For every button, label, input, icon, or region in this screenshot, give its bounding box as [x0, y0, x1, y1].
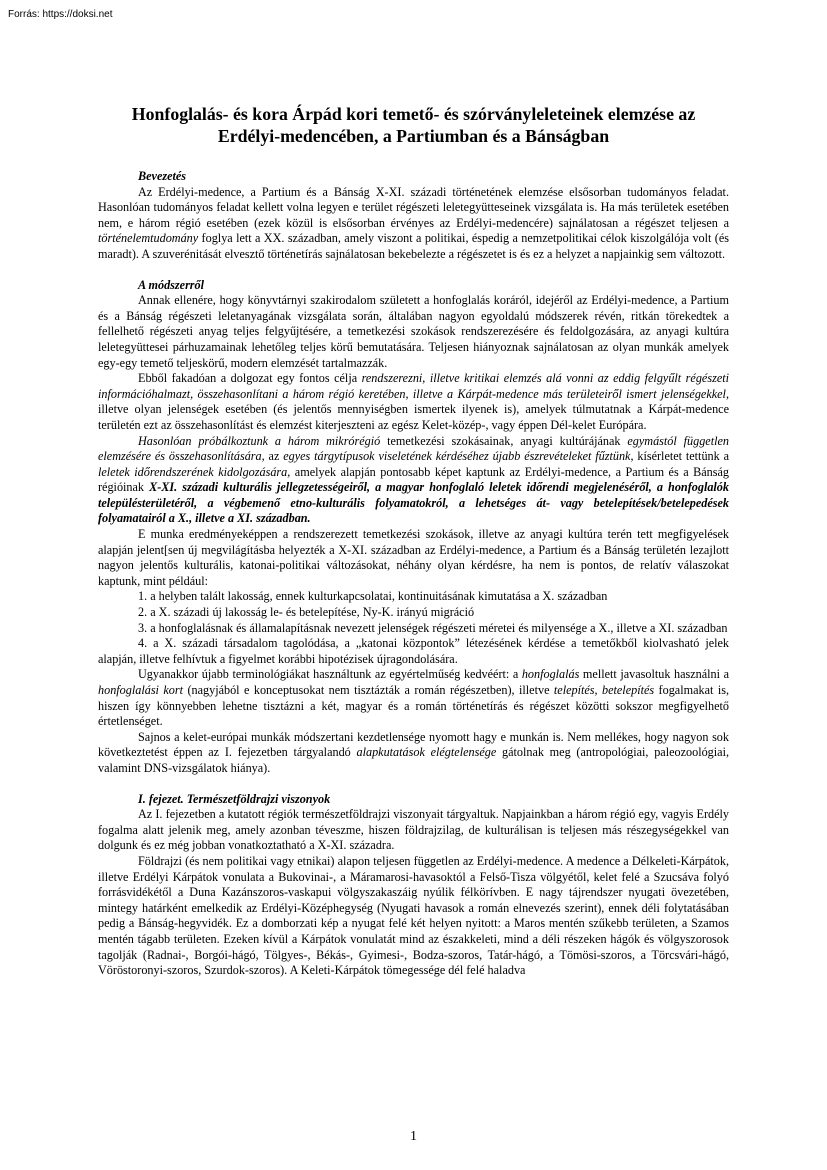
- section-heading-bevezetes: Bevezetés: [138, 169, 187, 183]
- paragraph: Az Erdélyi-medence, a Partium és a Bánság X-XI. századi történetének elemzése elsősorban tudományos feladat. Hasonlóan tudományos feladat kellett volna legyen e terület régészeti leletegyütteseinek vizsgálata is. Ha más területek esetében nem, e három régió esetében (ezek közül is elsősorban érvényes az Erdélyi-medencére) sajnálatosan a régészet teljesen a történelemtudomány foglya lett a XX. században, amely viszont a politikai, éspedig a nemzetpolitikai célok kiszolgálója volt (és maradt). A szuverénitását elvesztő történetírás sajnálatosan bekebelezte a régészetet is és ez a helyzet a napjainkig sem változott.: [98, 184, 729, 261]
- title-line-2: Erdélyi-medencében, a Partiumban és a Bánságban: [217, 126, 610, 146]
- paragraph: Ugyanakkor újabb terminológiákat használtunk az egyértelműség kedvéért: a honfoglalás mellett javasoltuk használni a honfoglalási kort (nagyjából e konceptusokat nem tisztázták a román régészetben), illetve telepítés, betelepítés fogalmakat is, hiszen így könnyebben lehetne tisztázni a két, magyar és a román történetírás és régészet közötti sokszor megfigyelhető értetlenséget.: [98, 667, 729, 729]
- paragraph: Annak ellenére, hogy könyvtárnyi szakirodalom született a honfoglalás koráról, idejéről az Erdélyi-medence, a Partium és a Bánság régészeti leletanyagának vizsgálata során, általában nagyon egyoldalú módszerek révén, ritkán törekedtek a fellelhető régészeti anyag teljes felgyűjtésére, a temetkezési szokások rendszerezésére és feldolgozására, az anyagi kultúra leletegyüttesei párhuzamainak lehetőleg teljes körű bemutatására. Teljesen hiányoznak sajnálatosan az olyan munkák amelyek egy-egy temető teljeskörű, modern elemzését tartalmazzák.: [98, 293, 729, 370]
- paragraph: Földrajzi (és nem politikai vagy etnikai) alapon teljesen független az Erdélyi-medence. A medence a Délkeleti-Kárpátok, illetve Erdélyi Kárpátok vonulata a Bukovinai-, a Máramarosi-havasoktól a Felső-Tisza völgyétől, kelet felé a Szucsáva folyó forrásvidékétől a Duna Kazánszoros-vaskapui völgyszakaszáig nyúlik félkörívben. E nagy tájrendszer nyugati övezetében, mintegy határként emelkedik az Erdélyi-Középhegység (Nyugati havasok a román elnevezés szerint), ennek déli folytatásában pedig a Bánság-hegyvidék. Ez a domborzati kép a nyugat felé két helyen nyitott: a Maros mentén szűkebb területen, a Szamos mentén tágabb területen. Ezeken kívül a Kárpátok vonulatát mind az északkeleti, mind a déli részeken hágók és völgyszorosok tagolják (Radnai-, Borgói-hágó, Tölgyes-, Békás-, Gyimesi-, Bodza-szoros, Tatár-hágó, a Tömösi-szoros, a Törcsvári-hágó, Vöröstoronyi-szoros, Szurdok-szoros). A Keleti-Kárpátok tömegessége dél felé haladva: [98, 853, 729, 978]
- page-number: 1: [410, 1129, 417, 1144]
- paragraph: Hasonlóan próbálkoztunk a három mikrórégió temetkezési szokásainak, anyagi kultúrájának egymástól független elemzésére és összehasonlítására, az egyes tárgytípusok viseletének kérdéséhez újabb észrevételeket fűztünk, kísérletet tettünk a leletek időrendszerének kidolgozására, amelyek alapján pontosabb képet kaptunk az Erdélyi-medence, a Partium és a Bánság régióinak X-XI. századi kulturális jellegzetességeiről, a magyar honfoglaló leletek időrendi megjelenéséről, a honfoglalók településterületéről, a végbemenő etno-kulturális folyamatokról, a lehetséges át- vagy betelepítések/betelepedések folyamatairól a X., illetve a XI. században.: [98, 433, 729, 526]
- list-item: 4. a X. századi társadalom tagolódása, a „katonai központok” létezésének kérdése a temetőkből kiolvasható jelek alapján, illetve felhívtuk a figyelmet korábbi hipotézisek újragondolására.: [98, 636, 729, 666]
- section-heading-fejezet-1: I. fejezet. Természetföldrajzi viszonyok: [138, 791, 331, 806]
- paragraph: Ebből fakadóan a dolgozat egy fontos célja rendszerezni, illetve kritikai elemzés alá vonni az eddig felgyűlt régészeti információhalmazt, összehasonlítani a három régió keretében, illetve a Kárpát-medence más területeiről ismert jelenségekkel, illetve olyan jelenségek esetében (és jelentős mennyiségben ismertek ilyenek is), amelyek túlmutatnak a Kárpát-medence területén ezt az összehasonlítást és elemzést kiterjeszteni az egész Kelet-közép-, vagy éppen Dél-kelet Európára.: [98, 371, 729, 432]
- document-body: [98, 103, 729, 979]
- source-label: Forrás: https://doksi.net: [8, 9, 113, 20]
- paragraph: Sajnos a kelet-európai munkák módszertani kezdetlensége nyomott hagy e munkán is. Nem mellékes, hogy nagyon sok következtetést éppen az I. fejezetben tárgyalandó alapkutatások elégtelensége gátolnak meg (antropológiai, paleozoológiai, valamint DNS-vizsgálatok hiánya).: [98, 729, 730, 775]
- paragraph: Az I. fejezetben a kutatott régiók természetföldrajzi viszonyait tárgyaltuk. Napjainkban a három régió egy, vagyis Erdély fogalma alatt jelenik meg, amely azonban téveszme, hiszen földrajzilag, de kulturálisan is teljesen más részegységekkel van dolgunk és ez még jobban vonatkoztatható a X-XI. századra.: [98, 807, 729, 853]
- list-item: 3. a honfoglalásnak és államalapításnak nevezett jelenségek régészeti méretei és milyensége a X., illetve a XI. században: [138, 620, 728, 635]
- title-line-1: Honfoglalás- és kora Árpád kori temető- és szórványleleteinek elemzése az: [131, 104, 696, 124]
- paragraph: E munka eredményeképpen a rendszerezett temetkezési szokások, illetve az anyagi kultúra terén tett megfigyelések alapján jelent[sen új megvilágításba helyezték a X-XI. században az Erdélyi-medence, a Partium és a Bánság területén lezajlott nagyon jelentős kulturális, katonai-politikai változásokat, néhány olyan kérdésre, ha nem is pontos, de relatív válaszokat kaptunk, mint például:: [98, 527, 729, 588]
- section-heading-modszer: A módszerről: [138, 277, 205, 292]
- document-title: [98, 103, 729, 147]
- list-item: 1. a helyben talált lakosság, ennek kulturkapcsolatai, kontinuitásának kimutatása a X. században: [138, 589, 608, 604]
- list-item: 2. a X. századi új lakosság le- és betelepítése, Ny-K. irányú migráció: [138, 605, 475, 620]
